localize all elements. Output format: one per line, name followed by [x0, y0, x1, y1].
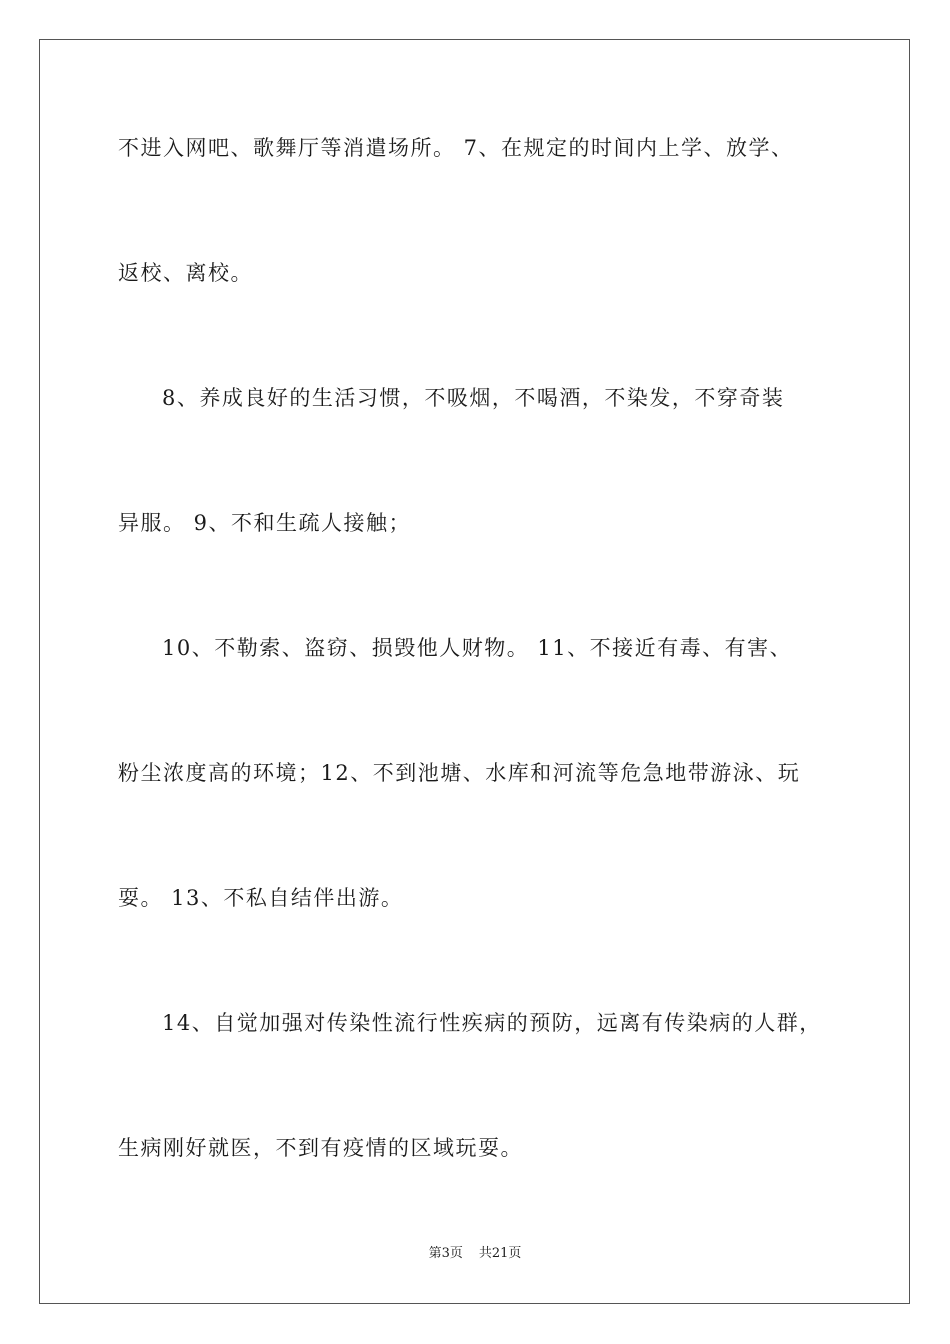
text-line-6: 粉尘浓度高的环境；12、不到池塘、水库和河流等危急地带游泳、玩 — [118, 761, 801, 785]
page-border — [39, 39, 910, 1304]
page-number: 第3页 — [428, 1246, 463, 1261]
text-line-5: 10、不勒索、盗窃、损毁他人财物。 11、不接近有毒、有害、 — [162, 636, 793, 660]
text-line-4: 异服。 9、不和生疏人接触； — [118, 511, 412, 535]
page-footer — [0, 1244, 950, 1264]
text-line-1: 不进入网吧、歌舞厅等消遣场所。 7、在规定的时间内上学、放学、 — [118, 136, 794, 160]
text-line-3: 8、养成良好的生活习惯，不吸烟，不喝酒，不染发，不穿奇装 — [162, 386, 785, 410]
text-line-9: 生病刚好就医，不到有疫情的区域玩耍。 — [118, 1136, 523, 1160]
text-line-8: 14、自觉加强对传染性流行性疾病的预防，远离有传染病的人群， — [162, 1011, 822, 1035]
text-line-7: 耍。 13、不私自结伴出游。 — [118, 886, 404, 910]
text-line-2: 返校、离校。 — [118, 261, 253, 285]
page-total: 共21页 — [478, 1246, 522, 1261]
